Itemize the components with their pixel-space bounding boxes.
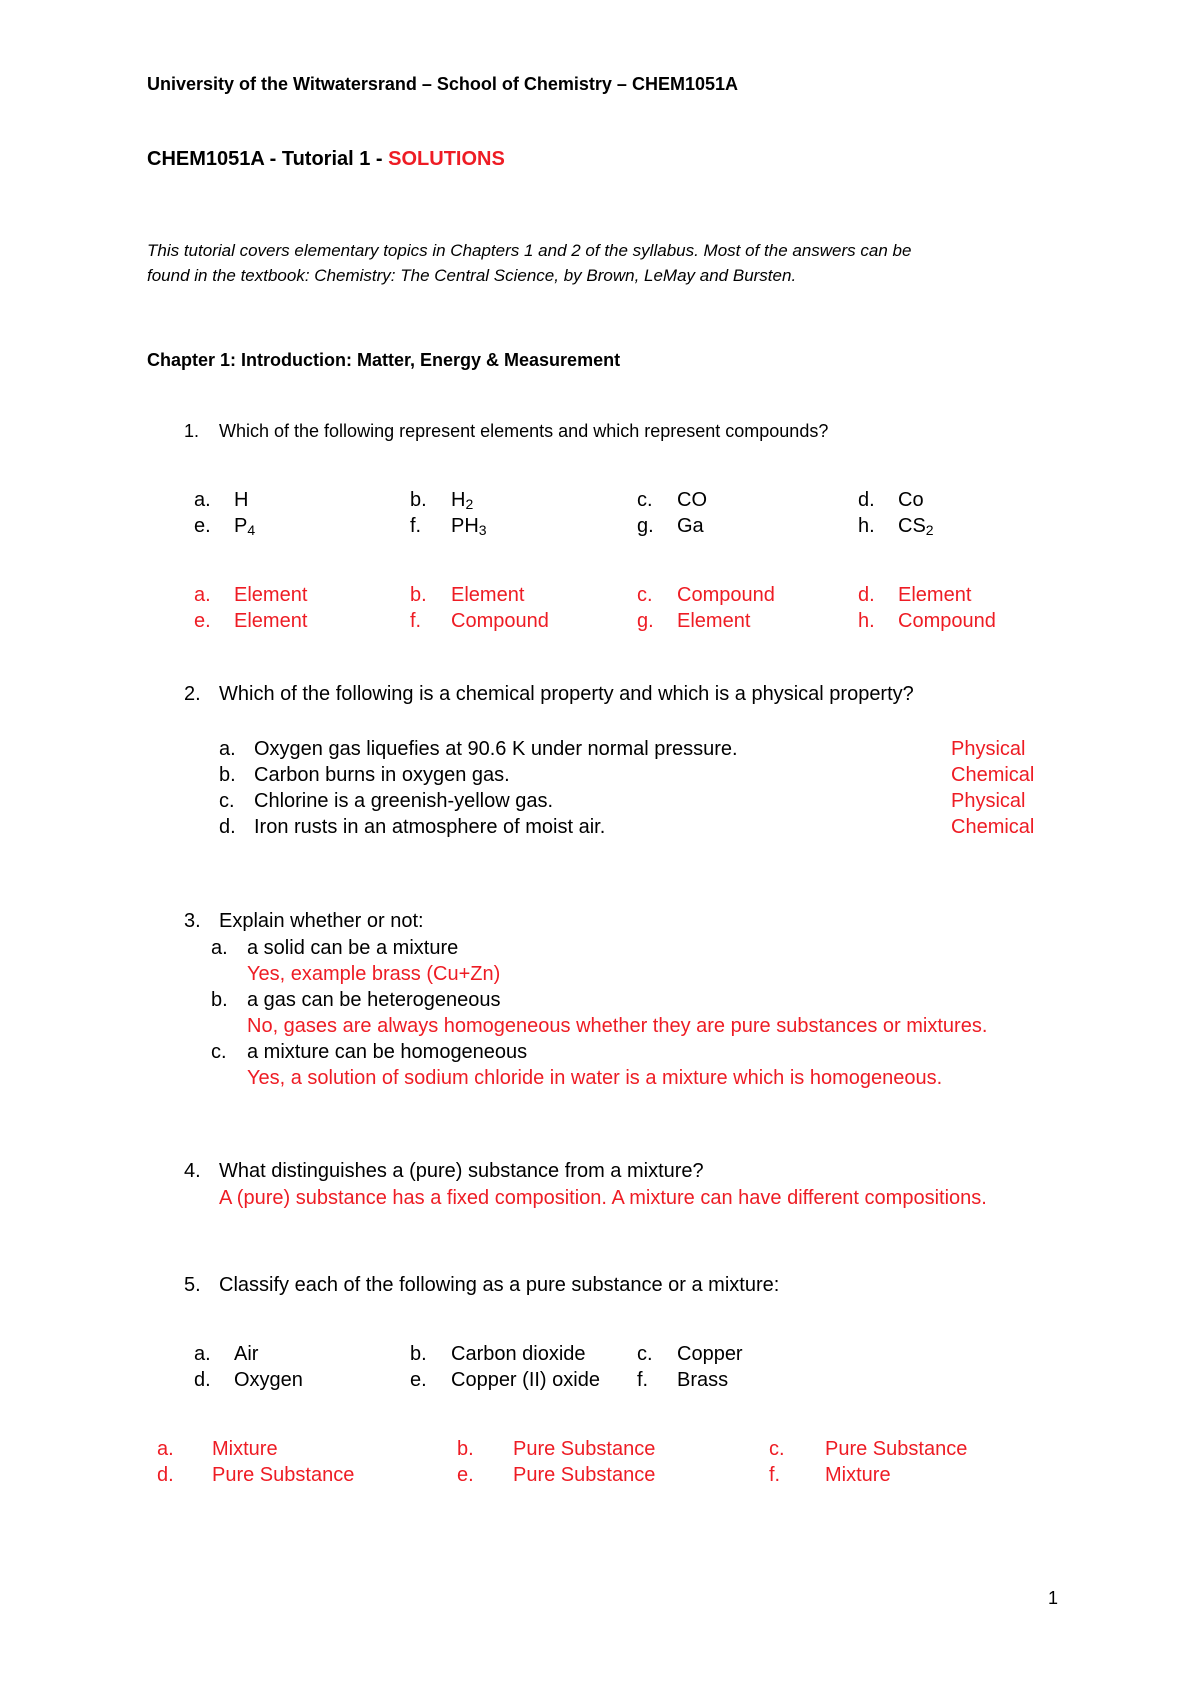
q5-answer-a-letter: a. <box>157 1438 174 1460</box>
q2-answer-c: Physical <box>951 790 1026 812</box>
q1-answer-a-letter: a. <box>194 584 211 606</box>
q4-text: What distinguishes a (pure) substance from a mixture? <box>219 1160 704 1182</box>
q5-answer-b-letter: b. <box>457 1438 474 1460</box>
title-solutions: SOLUTIONS <box>388 148 505 170</box>
q1-item-f: $PH_3$ <box>451 515 487 538</box>
document-header: University of the Witwatersrand – School of Chemistry – CHEM1051A <box>147 74 738 94</box>
q1-answer-b: Element <box>451 584 525 606</box>
q5-answer-c: Pure Substance <box>825 1438 968 1460</box>
q1-item-c: CO <box>677 489 707 511</box>
q1-item-g-letter: g. <box>637 515 654 537</box>
q1-item-e-letter: e. <box>194 515 211 537</box>
q1-text: Which of the following represent elements and which represent compounds? <box>219 421 829 441</box>
q5-answer-e: Pure Substance <box>513 1464 656 1486</box>
page-title <box>147 148 505 171</box>
q5-answer-e-letter: e. <box>457 1464 474 1486</box>
q1-item-h-letter: h. <box>858 515 875 537</box>
q3-item-a: a solid can be a mixture <box>247 937 459 959</box>
q1-item-e: $P_4$ <box>234 515 256 538</box>
q5-item-f: Brass <box>677 1369 729 1391</box>
q1-answer-d-letter: d. <box>858 584 875 606</box>
q3-item-c-letter: c. <box>211 1041 227 1063</box>
q1-answer-a: Element <box>234 584 308 606</box>
q5-item-b: Carbon dioxide <box>451 1343 586 1365</box>
q1-answer-e-letter: e. <box>194 610 211 632</box>
q1-item-a-letter: a. <box>194 489 211 511</box>
q1-item-b-letter: b. <box>410 489 427 511</box>
q3-item-c: a mixture can be homogeneous <box>247 1041 528 1063</box>
q5-answer-a: Mixture <box>212 1438 278 1460</box>
q1-item-a: H <box>234 489 249 511</box>
q1-answer-g-letter: g. <box>637 610 654 632</box>
q1-answer-h-letter: h. <box>858 610 875 632</box>
q1-item-b: $H_2$ <box>451 489 474 512</box>
q3-number: 3. <box>184 910 201 932</box>
q2-item-d-letter: d. <box>219 816 236 838</box>
q1-item-f-letter: f. <box>410 515 422 537</box>
q5-item-a: Air <box>234 1343 259 1365</box>
q1-answer-b-letter: b. <box>410 584 427 606</box>
q5-answer-f-letter: f. <box>769 1464 781 1486</box>
q1-answer-g: Element <box>677 610 751 632</box>
q3-item-a-letter: a. <box>211 937 228 959</box>
q2-item-a-letter: a. <box>219 738 236 760</box>
q1-number: 1. <box>184 421 200 441</box>
q1-answer-c: Compound <box>677 584 775 606</box>
q4-answer: A (pure) substance has a fixed composition. A mixture can have different compositions. <box>219 1187 987 1209</box>
q5-answer-d: Pure Substance <box>212 1464 355 1486</box>
q1-item-g: Ga <box>677 515 704 537</box>
q2-item-b-letter: b. <box>219 764 236 786</box>
q2-item-c-letter: c. <box>219 790 235 812</box>
q1-answer-h: Compound <box>898 610 996 632</box>
q2-item-c: Chlorine is a greenish-yellow gas. <box>254 790 554 812</box>
q3-text: Explain whether or not: <box>219 910 424 932</box>
q5-answer-d-letter: d. <box>157 1464 174 1486</box>
q3-item-b: a gas can be heterogeneous <box>247 989 501 1011</box>
q5-text: Classify each of the following as a pure substance or a mixture: <box>219 1274 780 1296</box>
q2-number: 2. <box>184 683 201 705</box>
q3-item-b-letter: b. <box>211 989 228 1011</box>
q1-item-h: $CS_2$ <box>898 515 934 538</box>
q1-item-d: Co <box>898 489 924 511</box>
q5-item-e-letter: e. <box>410 1369 427 1391</box>
q5-answer-f: Mixture <box>825 1464 891 1486</box>
q1-item-c-letter: c. <box>637 489 653 511</box>
q2-item-d: Iron rusts in an atmosphere of moist air. <box>254 816 606 838</box>
q5-number: 5. <box>184 1274 201 1296</box>
q5-item-d: Oxygen <box>234 1369 303 1391</box>
q5-item-b-letter: b. <box>410 1343 427 1365</box>
q3-answer-a: Yes, example brass (Cu+Zn) <box>247 963 501 985</box>
q2-answer-b: Chemical <box>951 764 1035 786</box>
page-number: 1 <box>1048 1588 1059 1608</box>
chapter-heading: Chapter 1: Introduction: Matter, Energy & Measurement <box>147 350 621 370</box>
q1-item-d-letter: d. <box>858 489 875 511</box>
q4-number: 4. <box>184 1160 201 1182</box>
q1-answer-c-letter: c. <box>637 584 653 606</box>
q1-answer-f: Compound <box>451 610 549 632</box>
q5-item-d-letter: d. <box>194 1369 211 1391</box>
q5-item-c: Copper <box>677 1343 743 1365</box>
q3-answer-c: Yes, a solution of sodium chloride in water is a mixture which is homogeneous. <box>247 1067 943 1089</box>
q5-item-e: Copper (II) oxide <box>451 1369 600 1391</box>
intro-line-1: This tutorial covers elementary topics in Chapters 1 and 2 of the syllabus. Most of the answers can be <box>147 241 912 260</box>
q5-item-c-letter: c. <box>637 1343 653 1365</box>
intro-line-2: found in the textbook: Chemistry: The Central Science, by Brown, LeMay and Bursten. <box>147 266 797 285</box>
q2-item-a: Oxygen gas liquefies at 90.6 K under normal pressure. <box>254 738 738 760</box>
q5-item-a-letter: a. <box>194 1343 211 1365</box>
q1-answer-d: Element <box>898 584 972 606</box>
q2-item-b: Carbon burns in oxygen gas. <box>254 764 510 786</box>
q5-item-f-letter: f. <box>637 1369 649 1391</box>
q3-answer-b: No, gases are always homogeneous whether they are pure substances or mixtures. <box>247 1015 988 1037</box>
q2-text: Which of the following is a chemical property and which is a physical property? <box>219 683 914 705</box>
q5-answer-c-letter: c. <box>769 1438 785 1460</box>
title-prefix: CHEM1051A - Tutorial 1 - <box>147 148 389 170</box>
q1-answer-e: Element <box>234 610 308 632</box>
q5-answer-b: Pure Substance <box>513 1438 656 1460</box>
q2-answer-d: Chemical <box>951 816 1035 838</box>
q1-answer-f-letter: f. <box>410 610 422 632</box>
q2-answer-a: Physical <box>951 738 1026 760</box>
